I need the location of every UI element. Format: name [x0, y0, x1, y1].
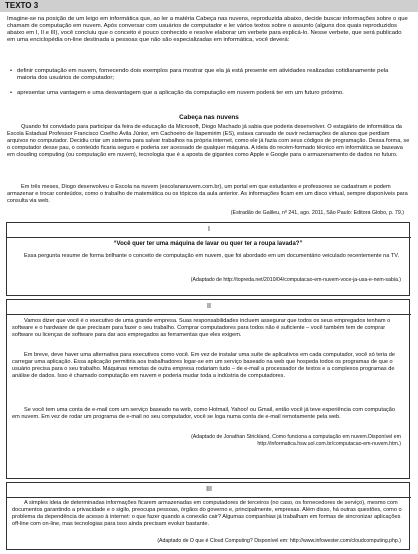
divider [7, 237, 411, 238]
box-numeral: II [207, 303, 211, 310]
box-numeral: I [208, 226, 210, 233]
section-title: TEXTO 3 [5, 1, 39, 10]
task-bullet-2 [10, 90, 406, 97]
box-source: (Adaptado de http://topreda.net/2010/04/computacao-em-nuvem-voce-ja-usa-e-nem-sabia.) [190, 277, 401, 283]
article-source: (Estradão de Galileu, nº 241, ago. 2011, São Paulo: Editora Globo, p. 79.) [230, 210, 404, 216]
task-text: apresentar uma vantagem e uma desvantagem que a aplicação da computação em nuvem poderá ter em um futuro próximo. [17, 90, 344, 96]
text-box-i [6, 222, 410, 296]
intro-paragraph: Imagine-se na posição de um leigo em informática que, ao ler a matéria Cabeça nas nuvens, reproduzida abaixo, decide buscar informações sobre o que chamam de computação em nuvem. Após conversar com usuários de computador e ler vários textos sobre o assunto (alguns dos quais reproduzidos abaixo em I, II e III), você concluiu que o conceito é pouco conhecido e resolve elaborar um verbete para explicá-lo. Nesse verbete, que será publicado em uma enciclopédia on-line destinada a pessoas que não são especializadas em informática, você deverá: [7, 16, 408, 44]
article-title: Cabeça nas nuvens [179, 114, 239, 121]
task-bullet-1 [10, 68, 406, 82]
divider [7, 314, 411, 315]
box-paragraph: Essa pergunta resume de forma brilhante o conceito de computação em nuvem, que foi abordado em um documentário veiculado recentemente na TV. [24, 253, 400, 259]
section-header [0, 0, 418, 12]
article-paragraph-2: Em três meses, Diogo desenvolveu o Escola na nuvem (escolananuvem.com.br), um portal em que estudantes e professores se cadastram e podem armazenar e trocar conteúdos, como o trabalho de matemática ou os tópicos da aula anterior. As informações ficam em um disco virtual, sempre disponíveis para consulta via web. [7, 184, 408, 204]
divider [7, 497, 411, 498]
box-paragraph-3: Se você tem uma conta de e-mail com um serviço baseado na web, como Hotmail, Yahoo! ou Gmail, então você já teve experiência com computação em nuvem. Em vez de rodar um programa de e-mail no seu computador, você se loga numa conta de e-mail remotamente pela web. [12, 407, 396, 420]
box-paragraph-2: Em breve, deve haver uma alternativa para executivos como você. Em vez de instalar uma suíte de aplicativos em cada computador, você só teria de carregar uma aplicação. Essa aplicação permitiria aos trabalhadores logar-se em um serviço baseado na web que hospeda todos os programas de que o usuário precisa para o seu trabalho. Máquinas remotas de outra empresa rodariam tudo – de e-mail a processador de textos e a complexos programas de análise de dados. Isso é chamado computação em nuvem e poderia mudar toda a indústria de computadores. [12, 352, 395, 379]
text-box-iii [6, 482, 410, 550]
box-numeral: III [206, 486, 212, 493]
quote-title: “Você quer ter uma máquina de lavar ou quer ter a roupa lavada?” [113, 241, 303, 247]
box-paragraph: A simples ideia de determinadas informações ficarem armazenadas em computadores de terceiros (no caso, os fornecedores de serviço), mesmo com documentos garantindo a privacidade e o sigilo, preocupa pessoas, órgãos do governo e, principalmente, empresas. Além disso, há outras questões, como o problema da dependência de acesso à internet: o que fazer quando a conexão cair? Algumas companhias já trabalham em formas de sincronizar aplicações off-line com on-line, mas tecnologias para isso ainda precisam evoluir bastante. [12, 500, 402, 527]
text-box-ii [6, 299, 410, 479]
bullet-icon: • [10, 68, 13, 74]
article-paragraph-1: Quando foi convidado para participar da feira de educação da Microsoft, Diogo Machado já sabia que poderia desenvolver. O estagiário de informática da Escola Estadual Professor Francisco Coelho Ávila Júnior, em Cachoeiro de Itapemirim (ES), estava cansado de ouvir reclamações de alunos que perdiam arquivos no computador. Decidiu criar um sistema para salvar trabalhos na própria internet, como ele já fazia com seus códigos de programação. Dessa forma, se o computador desse pau, o conteúdo ficaria seguro e poderia ser acessado de qualquer máquina. A ideia do recém-formado técnico em informática se baseava em clouding computing (ou computação em nuvem), tecnologia que é a aposta de gigantes como Apple e Google para o armazenamento de dados no futuro. [7, 124, 410, 158]
box-paragraph-1: Vamos dizer que você é o executivo de uma grande empresa. Suas responsabilidades incluem assegurar que todos os seus empregados tenham o software e o hardware de que precisam para fazer o seu trabalho. Comprar computadores para todos não é suficiente – você também tem de comprar software ou licenças de software para dar aos empregados as ferramentas que eles exigem. [12, 318, 391, 338]
box-source-line-2: http://informatica.hsw.uol.com.br/computacao-em-nuvem.htm.) [257, 441, 401, 447]
bullet-icon: • [10, 90, 13, 96]
box-source-line-1: (Adaptado de Jonathan Strickland, Como funciona a computação em nuvem.Disponível em [191, 434, 401, 440]
task-text: definir computação em nuvem, fornecendo dois exemplos para mostrar que ela já está presente em atividades realizadas cotidianamente pela maioria dos usuários de computador; [17, 68, 389, 82]
box-source: (Adaptado de O que é Cloud Computing? Disponível em: http://www.infowester.com/cloudcomputing.php.) [157, 538, 401, 544]
